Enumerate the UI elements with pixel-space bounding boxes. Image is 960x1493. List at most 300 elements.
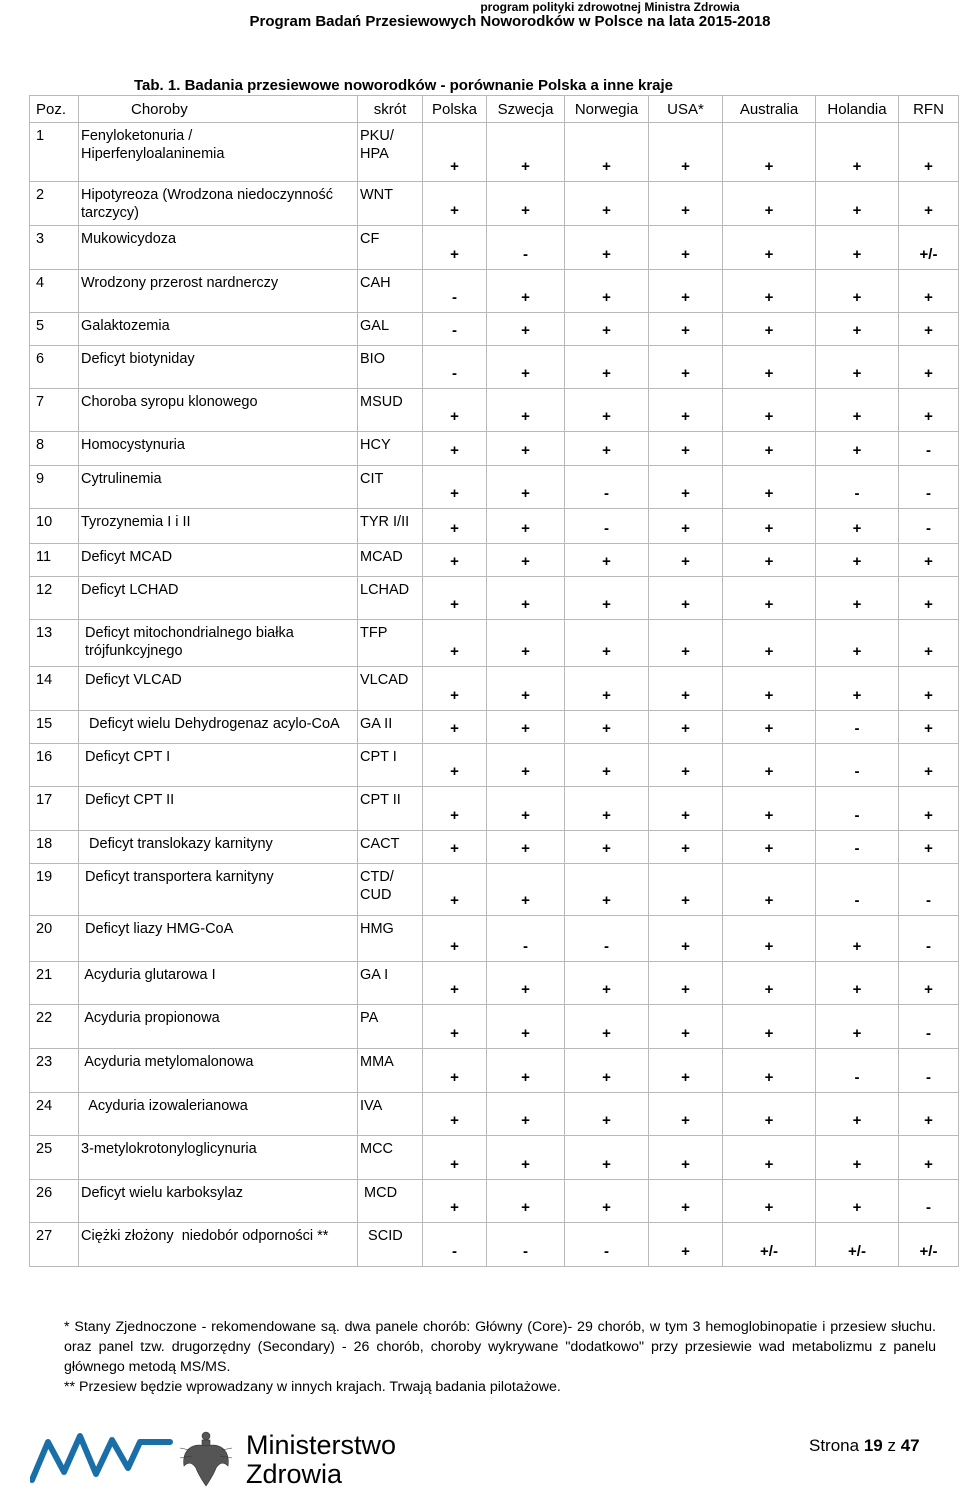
screening-mark: - — [899, 864, 959, 916]
screening-mark: + — [423, 1005, 487, 1049]
abbreviation-line: PA — [360, 1010, 379, 1026]
disease-name-line: Homocystynuria — [81, 437, 185, 453]
screening-mark: - — [565, 916, 649, 962]
disease-name — [79, 270, 358, 313]
screening-mark: + — [423, 1093, 487, 1136]
row-number: 3 — [30, 226, 79, 270]
table-row — [30, 577, 959, 620]
screening-mark: + — [899, 346, 959, 389]
screening-mark: + — [649, 667, 723, 711]
disease-abbreviation — [358, 389, 423, 432]
table-row — [30, 1223, 959, 1267]
screening-mark: + — [487, 389, 565, 432]
screening-mark: - — [816, 711, 899, 744]
screening-mark: + — [649, 962, 723, 1005]
disease-name-line: Deficyt mitochondrialnego białka — [81, 625, 294, 641]
column-header-0: Poz. — [30, 96, 79, 123]
disease-name — [79, 313, 358, 346]
disease-name — [79, 182, 358, 226]
screening-mark: + — [816, 577, 899, 620]
screening-mark: + — [423, 916, 487, 962]
screening-mark: + — [423, 577, 487, 620]
screening-mark: + — [487, 346, 565, 389]
column-header-1: Choroby — [79, 96, 358, 123]
abbreviation-line: MCD — [360, 1185, 398, 1201]
screening-mark: + — [423, 1180, 487, 1223]
row-number: 26 — [30, 1180, 79, 1223]
screening-mark: + — [816, 123, 899, 182]
disease-name — [79, 1223, 358, 1267]
screening-mark: + — [565, 544, 649, 577]
column-header-7: Australia — [723, 96, 816, 123]
disease-abbreviation — [358, 466, 423, 509]
screening-mark: + — [899, 1136, 959, 1180]
disease-abbreviation — [358, 864, 423, 916]
screening-mark: +/- — [899, 226, 959, 270]
disease-abbreviation — [358, 577, 423, 620]
screening-mark: + — [487, 864, 565, 916]
screening-mark: - — [899, 509, 959, 544]
disease-name-line: Deficyt VLCAD — [81, 672, 182, 688]
screening-mark: + — [565, 1136, 649, 1180]
row-number: 7 — [30, 389, 79, 432]
screening-mark: + — [487, 509, 565, 544]
abbreviation-line: LCHAD — [360, 582, 410, 598]
table-row — [30, 864, 959, 916]
screening-mark: +/- — [723, 1223, 816, 1267]
screening-mark: + — [816, 1005, 899, 1049]
footnote-scid: ** Przesiew będzie wprowadzany w innych krajach. Trwają badania pilotażowe. — [64, 1379, 561, 1395]
abbreviation-line: CUD — [360, 887, 392, 903]
screening-mark: + — [899, 667, 959, 711]
screening-mark: + — [565, 1005, 649, 1049]
screening-mark: + — [565, 432, 649, 466]
table-row — [30, 831, 959, 864]
screening-mark: + — [723, 1005, 816, 1049]
disease-name-line: Acyduria metylomalonowa — [81, 1054, 254, 1070]
table-row — [30, 787, 959, 831]
screening-mark: + — [487, 577, 565, 620]
screening-mark: + — [899, 313, 959, 346]
row-number: 23 — [30, 1049, 79, 1093]
screening-mark: + — [723, 577, 816, 620]
row-number: 14 — [30, 667, 79, 711]
screening-mark: + — [899, 831, 959, 864]
disease-name — [79, 916, 358, 962]
footnotes — [64, 1317, 936, 1397]
screening-mark: + — [423, 389, 487, 432]
table-row — [30, 270, 959, 313]
disease-abbreviation — [358, 787, 423, 831]
disease-name — [79, 744, 358, 787]
disease-name-line: Deficyt LCHAD — [81, 582, 179, 598]
column-header-5: Norwegia — [565, 96, 649, 123]
row-number: 2 — [30, 182, 79, 226]
disease-name-line: Deficyt MCAD — [81, 549, 173, 565]
screening-mark: + — [487, 466, 565, 509]
page-sep: z — [887, 1436, 896, 1455]
disease-abbreviation — [358, 544, 423, 577]
disease-name — [79, 466, 358, 509]
disease-name — [79, 226, 358, 270]
ministry-logo — [30, 1428, 420, 1493]
disease-name-line: Deficyt wielu Dehydrogenaz acylo-CoA — [81, 716, 340, 732]
screening-mark: + — [565, 1093, 649, 1136]
screening-mark: - — [487, 1223, 565, 1267]
table-row — [30, 620, 959, 667]
screening-mark: + — [487, 667, 565, 711]
screening-mark: + — [816, 962, 899, 1005]
screening-mark: + — [423, 123, 487, 182]
screening-mark: + — [816, 270, 899, 313]
disease-name-line: Acyduria propionowa — [81, 1010, 220, 1026]
disease-abbreviation — [358, 744, 423, 787]
header-title: Program Badań Przesiewowych Noworodków w Polsce na lata 2015-2018 — [249, 13, 771, 30]
row-number: 18 — [30, 831, 79, 864]
screening-mark: + — [649, 1180, 723, 1223]
disease-name-line: Acyduria glutarowa I — [81, 967, 216, 983]
screening-mark: + — [723, 864, 816, 916]
disease-abbreviation — [358, 1180, 423, 1223]
screening-mark: + — [649, 226, 723, 270]
screening-mark: - — [565, 466, 649, 509]
screening-mark: + — [723, 916, 816, 962]
abbreviation-line: BIO — [360, 351, 385, 367]
screening-mark: + — [723, 270, 816, 313]
disease-name — [79, 962, 358, 1005]
screening-mark: + — [816, 313, 899, 346]
table-row — [30, 667, 959, 711]
screening-mark: + — [649, 864, 723, 916]
screening-mark: + — [649, 711, 723, 744]
screening-mark: + — [723, 1049, 816, 1093]
abbreviation-line: HPA — [360, 146, 389, 162]
screening-mark: - — [899, 466, 959, 509]
disease-abbreviation — [358, 432, 423, 466]
disease-name — [79, 544, 358, 577]
table-header-row — [30, 96, 959, 123]
screening-mark: - — [487, 226, 565, 270]
screening-mark: + — [816, 916, 899, 962]
column-header-3: Polska — [423, 96, 487, 123]
screening-mark: + — [565, 577, 649, 620]
table-row — [30, 744, 959, 787]
screening-mark: + — [723, 509, 816, 544]
screening-mark: + — [649, 1093, 723, 1136]
table-row — [30, 544, 959, 577]
screening-mark: + — [649, 346, 723, 389]
screening-mark: + — [565, 962, 649, 1005]
screening-mark: + — [423, 1136, 487, 1180]
abbreviation-line: GA II — [360, 716, 393, 732]
eagle-emblem-icon — [180, 1432, 232, 1486]
screening-mark: + — [487, 1136, 565, 1180]
abbreviation-line: CAH — [360, 275, 391, 291]
row-number: 17 — [30, 787, 79, 831]
disease-abbreviation — [358, 123, 423, 182]
row-number: 12 — [30, 577, 79, 620]
screening-mark: + — [723, 1093, 816, 1136]
row-number: 13 — [30, 620, 79, 667]
disease-name-line: Hipotyreoza (Wrodzona niedoczynność — [81, 187, 334, 203]
disease-name-line: Wrodzony przerost nardnerczy — [81, 275, 279, 291]
screening-mark: + — [816, 389, 899, 432]
screening-mark: + — [723, 432, 816, 466]
screening-mark: + — [649, 744, 723, 787]
abbreviation-line: MCC — [360, 1141, 394, 1157]
screening-mark: - — [423, 270, 487, 313]
disease-name-line: Deficyt CPT II — [81, 792, 175, 808]
screening-mark: + — [423, 864, 487, 916]
screening-mark: + — [723, 544, 816, 577]
screening-mark: + — [723, 787, 816, 831]
screening-mark: + — [723, 711, 816, 744]
disease-abbreviation — [358, 916, 423, 962]
abbreviation-line: TFP — [360, 625, 388, 641]
row-number: 15 — [30, 711, 79, 744]
table-row — [30, 1005, 959, 1049]
screening-mark: + — [816, 1136, 899, 1180]
screening-mark: + — [565, 182, 649, 226]
ministry-logo-graphic — [30, 1428, 420, 1488]
screening-mark: + — [816, 432, 899, 466]
screening-mark: + — [423, 466, 487, 509]
table-row — [30, 226, 959, 270]
disease-name — [79, 1049, 358, 1093]
screening-mark: + — [899, 544, 959, 577]
screening-mark: + — [723, 389, 816, 432]
screening-mark: + — [649, 1005, 723, 1049]
abbreviation-line: CIT — [360, 471, 384, 487]
screening-mark: + — [723, 831, 816, 864]
screening-mark: - — [899, 1180, 959, 1223]
disease-abbreviation — [358, 962, 423, 1005]
disease-name-line: Deficyt wielu karboksylaz — [81, 1185, 243, 1201]
abbreviation-line: PKU/ — [360, 128, 394, 144]
screening-mark: + — [816, 182, 899, 226]
screening-mark: + — [899, 1093, 959, 1136]
screening-mark: + — [423, 831, 487, 864]
row-number: 10 — [30, 509, 79, 544]
disease-name-line: Cytrulinemia — [81, 471, 162, 487]
row-number: 16 — [30, 744, 79, 787]
disease-abbreviation — [358, 711, 423, 744]
disease-name — [79, 711, 358, 744]
row-number: 11 — [30, 544, 79, 577]
abbreviation-line: CPT I — [360, 749, 397, 765]
screening-mark: + — [423, 620, 487, 667]
screening-mark: - — [816, 864, 899, 916]
disease-abbreviation — [358, 831, 423, 864]
screening-mark: + — [487, 711, 565, 744]
row-number: 27 — [30, 1223, 79, 1267]
screening-comparison-table — [29, 95, 959, 1267]
screening-mark: + — [723, 466, 816, 509]
screening-mark: + — [649, 123, 723, 182]
disease-name-line: Deficyt biotyniday — [81, 351, 195, 367]
disease-name — [79, 123, 358, 182]
abbreviation-line: VLCAD — [360, 672, 409, 688]
screening-mark: + — [487, 313, 565, 346]
row-number: 4 — [30, 270, 79, 313]
disease-name — [79, 787, 358, 831]
screening-mark: + — [487, 123, 565, 182]
table-row — [30, 123, 959, 182]
screening-mark: + — [723, 226, 816, 270]
screening-mark: + — [649, 787, 723, 831]
screening-mark: + — [649, 466, 723, 509]
screening-mark: - — [899, 916, 959, 962]
screening-mark: + — [565, 389, 649, 432]
row-number: 6 — [30, 346, 79, 389]
screening-mark: + — [565, 667, 649, 711]
table-row — [30, 389, 959, 432]
screening-mark: + — [723, 620, 816, 667]
disease-name-line: Choroba syropu klonowego — [81, 394, 258, 410]
row-number: 24 — [30, 1093, 79, 1136]
disease-abbreviation — [358, 667, 423, 711]
screening-mark: - — [487, 916, 565, 962]
abbreviation-line: CF — [360, 231, 380, 247]
screening-mark: + — [816, 667, 899, 711]
page-current: 19 — [863, 1436, 883, 1455]
table-body — [30, 123, 959, 1267]
screening-mark: - — [423, 1223, 487, 1267]
disease-name — [79, 620, 358, 667]
screening-mark: - — [816, 831, 899, 864]
screening-mark: + — [487, 182, 565, 226]
row-number: 9 — [30, 466, 79, 509]
table-caption: Tab. 1. Badania przesiewowe noworodków - porównanie Polska a inne kraje — [134, 77, 674, 94]
screening-mark: + — [816, 1093, 899, 1136]
table-row — [30, 346, 959, 389]
screening-mark: + — [565, 123, 649, 182]
disease-abbreviation — [358, 1223, 423, 1267]
disease-name — [79, 432, 358, 466]
disease-name — [79, 1005, 358, 1049]
screening-mark: + — [649, 831, 723, 864]
row-number: 5 — [30, 313, 79, 346]
screening-mark: + — [899, 744, 959, 787]
screening-mark: + — [423, 226, 487, 270]
page-label: Strona — [809, 1436, 860, 1455]
disease-abbreviation — [358, 1136, 423, 1180]
header-program-line: program polityki zdrowotnej Ministra Zdrowia — [480, 0, 740, 14]
screening-mark: + — [565, 1180, 649, 1223]
screening-mark: + — [899, 270, 959, 313]
table-row — [30, 432, 959, 466]
column-header-6: USA* — [649, 96, 723, 123]
disease-name — [79, 831, 358, 864]
screening-mark: + — [565, 346, 649, 389]
screening-mark: + — [487, 744, 565, 787]
row-number: 21 — [30, 962, 79, 1005]
screening-mark: + — [487, 1005, 565, 1049]
screening-mark: + — [649, 1049, 723, 1093]
screening-mark: + — [423, 182, 487, 226]
abbreviation-line: HCY — [360, 437, 391, 453]
screening-mark: + — [423, 1049, 487, 1093]
column-header-9: RFN — [899, 96, 959, 123]
abbreviation-line: MCAD — [360, 549, 403, 565]
screening-mark: + — [899, 787, 959, 831]
screening-mark: - — [899, 1005, 959, 1049]
screening-mark: + — [487, 544, 565, 577]
disease-name-line: 3-metylokrotonyloglicynuria — [81, 1141, 257, 1157]
screening-mark: + — [649, 432, 723, 466]
screening-mark: + — [423, 787, 487, 831]
row-number: 1 — [30, 123, 79, 182]
screening-mark: + — [723, 182, 816, 226]
screening-mark: - — [816, 1049, 899, 1093]
screening-mark: + — [487, 270, 565, 313]
screening-mark: + — [423, 509, 487, 544]
screening-mark: - — [565, 1223, 649, 1267]
footnote-usa: * Stany Zjednoczone - rekomendowane są. dwa panele chorób: Główny (Core)- 29 chorób, w tym 3 hemoglobinopatie i przesiew słuchu. oraz panel tzw. drugorzędny (Secondary) - 26 chorób, choroby wykrywane "dodatkowo" przy przesiewie wad metabolizmu z panelu głównego metodą MS/MS. — [64, 1319, 936, 1375]
table-row — [30, 466, 959, 509]
disease-name-line: Deficyt CPT I — [81, 749, 171, 765]
abbreviation-line: MSUD — [360, 394, 403, 410]
screening-mark: + — [649, 270, 723, 313]
page-number — [809, 1436, 920, 1456]
abbreviation-line: WNT — [360, 187, 394, 203]
screening-mark: + — [487, 1093, 565, 1136]
screening-mark: + — [816, 226, 899, 270]
screening-mark: - — [816, 787, 899, 831]
abbreviation-line: GAL — [360, 318, 390, 334]
disease-abbreviation — [358, 1005, 423, 1049]
screening-mark: + — [487, 620, 565, 667]
disease-name-line: tarczycy) — [81, 205, 139, 221]
screening-mark: +/- — [816, 1223, 899, 1267]
screening-mark: + — [565, 226, 649, 270]
disease-name-line: Tyrozynemia I i II — [81, 514, 191, 530]
abbreviation-line: CPT II — [360, 792, 401, 808]
table-row — [30, 916, 959, 962]
disease-abbreviation — [358, 509, 423, 544]
column-header-2: skrót — [358, 96, 423, 123]
disease-abbreviation — [358, 1049, 423, 1093]
disease-name-line: Deficyt translokazy karnityny — [81, 836, 273, 852]
row-number: 20 — [30, 916, 79, 962]
screening-mark: + — [423, 744, 487, 787]
screening-mark: + — [816, 1180, 899, 1223]
screening-mark: + — [899, 123, 959, 182]
disease-name — [79, 1093, 358, 1136]
disease-name-line: Hiperfenyloalaninemia — [81, 146, 225, 162]
screening-mark: - — [423, 346, 487, 389]
abbreviation-line: TYR I/II — [360, 514, 410, 530]
disease-abbreviation — [358, 313, 423, 346]
screening-mark: + — [565, 831, 649, 864]
screening-mark: + — [423, 962, 487, 1005]
disease-name-line: Fenyloketonuria / — [81, 128, 193, 144]
disease-name-line: Galaktozemia — [81, 318, 170, 334]
table-row — [30, 182, 959, 226]
screening-mark: + — [487, 432, 565, 466]
screening-mark: + — [565, 620, 649, 667]
screening-mark: + — [565, 711, 649, 744]
screening-mark: - — [816, 466, 899, 509]
screening-mark: + — [816, 620, 899, 667]
disease-name — [79, 1180, 358, 1223]
screening-mark: + — [899, 182, 959, 226]
disease-name — [79, 864, 358, 916]
screening-mark: + — [899, 962, 959, 1005]
screening-mark: + — [649, 577, 723, 620]
screening-mark: + — [649, 916, 723, 962]
page-total: 47 — [900, 1436, 920, 1455]
